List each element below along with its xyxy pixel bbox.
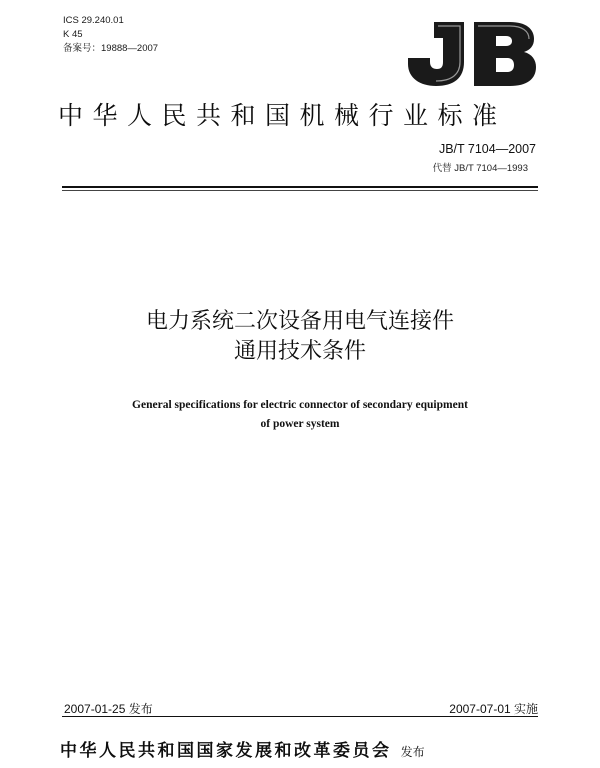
class-code: K 45	[63, 29, 83, 40]
header-divider	[62, 186, 538, 188]
title-en-line-2: of power system	[260, 418, 340, 430]
publisher-line	[60, 736, 425, 761]
document-title-english	[0, 396, 600, 434]
jb-logo-icon	[404, 18, 536, 88]
title-cn-line-1: 电力系统二次设备用电气连接件	[145, 309, 454, 334]
title-cn-line-2: 通用技术条件	[233, 339, 366, 364]
record-number: 备案号：19888—2007	[63, 43, 159, 54]
publish-date: 2007-01-25 发布	[64, 702, 153, 716]
document-title-chinese	[0, 307, 600, 367]
ics-code: ICS 29.240.01	[63, 15, 124, 26]
implementation-date: 2007-07-01 实施	[449, 702, 538, 716]
publisher-suffix: 发布	[400, 745, 425, 759]
footer-divider	[62, 716, 538, 717]
issuing-industry-title: 中华人民共和国机械行业标准	[58, 101, 507, 130]
publisher-name: 中华人民共和国国家发展和改革委员会	[60, 741, 392, 761]
standard-number: JB/T 7104—2007	[438, 142, 536, 156]
title-en-line-1: General specifications for electric connector of secondary equipment	[132, 399, 468, 411]
classification-block	[63, 14, 158, 56]
replaced-standard: 代替 JB/T 7104—1993	[432, 163, 528, 174]
header-divider-thin	[62, 190, 538, 191]
